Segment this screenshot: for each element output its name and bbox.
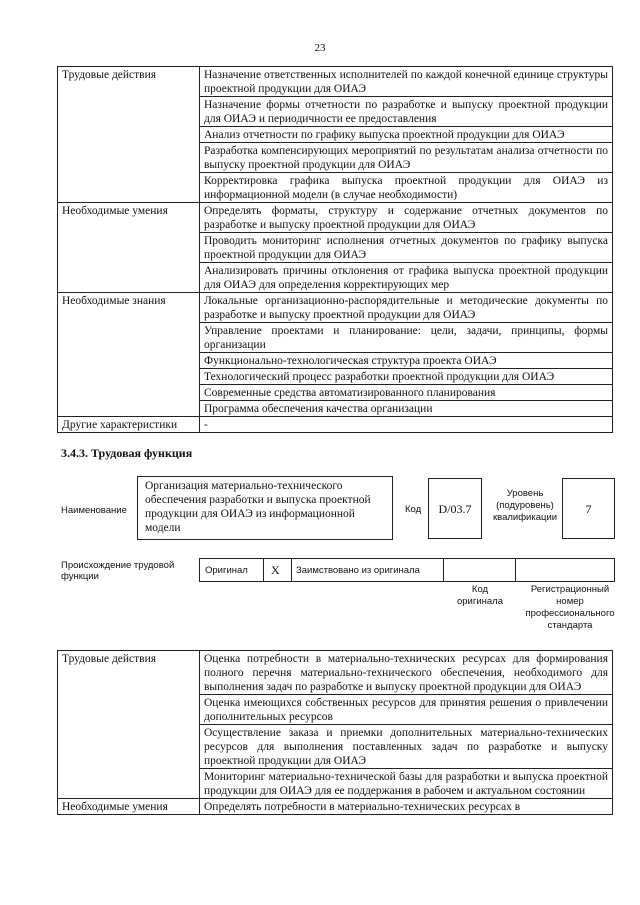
origin-borrowed-label: Заимствовано из оригинала [296,565,420,576]
code-value: D/03.7 [438,502,472,516]
row-item: Мониторинг материально-технической базы для разработки и выпуска проектной продукции для ОИАЭ для ее поддержания в рабочем и актуальном состоянии [200,769,613,799]
row-item: Локальные организационно-распорядительные и методические документы по разработке и выпуску проектной продукции для ОИАЭ [200,293,613,323]
table-row [58,203,613,233]
row-item: Осуществление заказа и приемки дополнительных материально-технических ресурсов для выполнения поставленных задач по разработке и выпуску проектной продукции для ОИАЭ [200,725,613,769]
row-item: Определять потребности в материально-технических ресурсах в [200,799,613,815]
row-item: Оценка потребности в материально-технических ресурсах для формирования полного перечня материально-технического обеспечения, необходимого для выполнения задач по разработке и выпуску проектной продукции для ОИАЭ [200,651,613,695]
page-number: 23 [314,42,326,54]
row-item: Оценка имеющихся собственных ресурсов для принятия решения о привлечении дополнительных ресурсов [200,695,613,725]
name-label: Наименование [61,505,127,516]
row-item: Назначение ответственных исполнителей по каждой конечной единице структуры проектной продукции для ОИАЭ [200,67,613,97]
origin-code-caption: Код оригинала [456,584,503,607]
requirements-table-1 [57,66,613,433]
row-label: Трудовые действия [58,651,200,799]
row-item: Программа обеспечения качества организации [200,401,613,417]
row-item: Определять форматы, структуру и содержание отчетных документов по разработке и выпуску проектной продукции для ОИАЭ [200,203,613,233]
row-item: Технологический процесс разработки проектной продукции для ОИАЭ [200,369,613,385]
level-label: Уровень (подуровень) квалификации [493,488,558,523]
origin-reg-caption: Регистрационный номер профессионального стандарта [525,584,615,631]
origin-label: Происхождение трудовой функции [61,560,175,582]
row-item: Корректировка графика выпуска проектной продукции для ОИАЭ из информационной модели (в случае необходимости) [200,173,613,203]
level-value: 7 [585,502,592,516]
table-row [58,651,613,695]
row-item: - [200,417,613,433]
row-label: Трудовые действия [58,67,200,203]
table-row [58,799,613,815]
code-label: Код [405,504,422,515]
row-label: Необходимые умения [58,799,200,815]
row-label: Другие характеристики [58,417,200,433]
row-item: Современные средства автоматизированного планирования [200,385,613,401]
requirements-table-2 [57,650,613,815]
origin-original-label: Оригинал [205,565,248,576]
row-label: Необходимые умения [58,203,200,293]
origin-mark: X [271,563,280,577]
row-item: Назначение формы отчетности по разработке и выпуску проектной продукции для ОИАЭ и периодичности ее предоставления [200,97,613,127]
section-title: 3.4.3. Трудовая функция [61,446,193,460]
table-row [58,293,613,323]
row-label: Необходимые знания [58,293,200,417]
row-item: Анализ отчетности по графику выпуска проектной продукции для ОИАЭ [200,127,613,143]
row-item: Разработка компенсирующих мероприятий по результатам анализа отчетности по выпуску проектной продукции для ОИАЭ [200,143,613,173]
table-row [58,67,613,97]
row-item: Анализировать причины отклонения от графика выпуска проектной продукции для ОИАЭ для определения корректирующих мер [200,263,613,293]
function-name-value: Организация материально-технического обеспечения разработки и выпуска проектной продукции для ОИАЭ из информационной модели [145,480,371,534]
row-item: Проводить мониторинг исполнения отчетных документов по графику выпуска проектной продукции для ОИАЭ [200,233,613,263]
row-item: Управление проектами и планирование: цели, задачи, принципы, формы организации [200,323,613,353]
row-item: Функционально-технологическая структура проекта ОИАЭ [200,353,613,369]
table-row [58,417,613,433]
